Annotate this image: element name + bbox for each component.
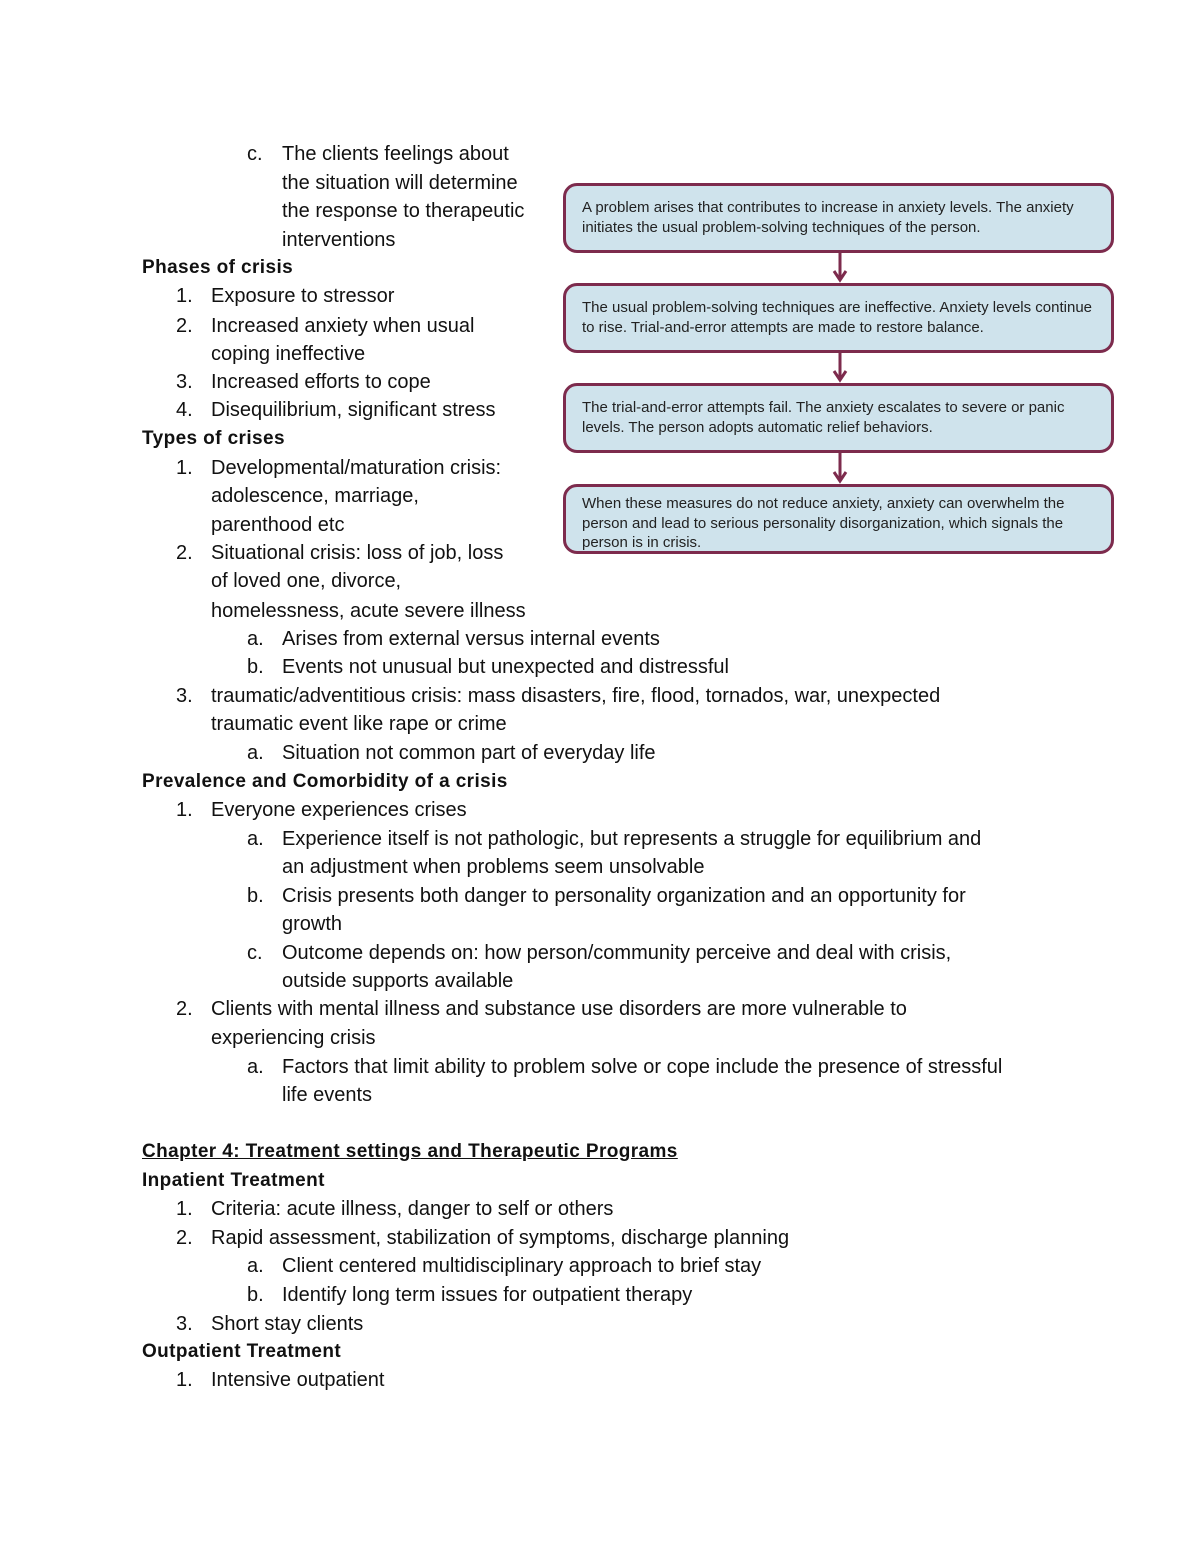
- list-item-text: Client centered multidisciplinary approach to brief stay: [282, 1255, 762, 1277]
- section-heading-outpatient: Outpatient Treatment: [142, 1341, 342, 1362]
- section-heading-phases: Phases of crisis: [142, 257, 294, 278]
- flowchart-step-3: The trial-and-error attempts fail. The anxiety escalates to severe or panic levels. The person adopts automatic relief behaviors.: [563, 383, 1114, 453]
- list-item-text: Arises from external versus internal events: [282, 628, 660, 650]
- list-marker: c.: [247, 942, 263, 964]
- list-item-text: experiencing crisis: [211, 1027, 376, 1049]
- list-marker: 1.: [176, 1198, 193, 1220]
- list-marker: a.: [247, 1255, 264, 1277]
- down-arrow-icon: [832, 453, 848, 484]
- list-item-text: coping ineffective: [211, 343, 366, 365]
- list-item-text: an adjustment when problems seem unsolvable: [282, 856, 705, 878]
- list-item-text: Clients with mental illness and substance use disorders are more vulnerable to: [211, 998, 907, 1020]
- list-item-text: Identify long term issues for outpatient therapy: [282, 1284, 693, 1306]
- list-item-text: Short stay clients: [211, 1313, 364, 1335]
- list-item-text: traumatic event like rape or crime: [211, 713, 507, 735]
- section-heading-types: Types of crises: [142, 428, 285, 449]
- list-marker: 3.: [176, 1313, 193, 1335]
- list-item-text: homelessness, acute severe illness: [211, 600, 526, 622]
- list-item-text: outside supports available: [282, 970, 514, 992]
- list-item-text: Factors that limit ability to problem solve or cope include the presence of stressful: [282, 1056, 1003, 1078]
- flowchart-step-2: The usual problem-solving techniques are ineffective. Anxiety levels continue to rise. Trial-and-error attempts are made to restore balance.: [563, 283, 1114, 353]
- list-item-text: interventions: [282, 229, 396, 251]
- list-item-text: Events not unusual but unexpected and distressful: [282, 656, 729, 678]
- list-item-text: traumatic/adventitious crisis: mass disasters, fire, flood, tornados, war, unexpected: [211, 685, 941, 707]
- list-item-text: growth: [282, 913, 343, 935]
- list-marker: 3.: [176, 371, 193, 393]
- chapter-heading: Chapter 4: Treatment settings and Therapeutic Programs: [142, 1141, 678, 1162]
- list-item-text: The clients feelings about: [282, 143, 509, 165]
- list-item-text: parenthood etc: [211, 514, 345, 536]
- down-arrow-icon: [832, 253, 848, 283]
- flowchart-step-1: A problem arises that contributes to increase in anxiety levels. The anxiety initiates the usual problem-solving techniques of the person.: [563, 183, 1114, 253]
- list-item-text: Intensive outpatient: [211, 1369, 385, 1391]
- down-arrow-icon: [832, 353, 848, 383]
- list-item-text: the response to therapeutic: [282, 200, 525, 222]
- list-marker: 2.: [176, 998, 193, 1020]
- list-marker: 1.: [176, 799, 193, 821]
- list-item-text: adolescence, marriage,: [211, 485, 419, 507]
- section-heading-prevalence: Prevalence and Comorbidity of a crisis: [142, 771, 508, 792]
- list-item-text: Developmental/maturation crisis:: [211, 457, 502, 479]
- list-item-text: Situation not common part of everyday life: [282, 742, 656, 764]
- list-marker: 3.: [176, 685, 193, 707]
- list-item-text: Situational crisis: loss of job, loss: [211, 542, 504, 564]
- list-marker: c.: [247, 143, 263, 165]
- list-item-text: life events: [282, 1084, 373, 1106]
- flowchart-step-4: When these measures do not reduce anxiety, anxiety can overwhelm the person and lead to serious personality disorganization, which signals the person is in crisis.: [563, 484, 1114, 554]
- list-item-text: Outcome depends on: how person/community perceive and deal with crisis,: [282, 942, 952, 964]
- list-marker: b.: [247, 1284, 264, 1306]
- list-item-text: the situation will determine: [282, 172, 518, 194]
- list-marker: 1.: [176, 457, 193, 479]
- list-marker: 2.: [176, 542, 193, 564]
- list-item-text: Crisis presents both danger to personality organization and an opportunity for: [282, 885, 966, 907]
- list-marker: a.: [247, 628, 264, 650]
- list-item-text: Increased efforts to cope: [211, 371, 431, 393]
- list-marker: 4.: [176, 399, 193, 421]
- list-marker: 1.: [176, 1369, 193, 1391]
- list-marker: b.: [247, 656, 264, 678]
- list-marker: a.: [247, 828, 264, 850]
- list-item-text: Everyone experiences crises: [211, 799, 467, 821]
- list-marker: a.: [247, 1056, 264, 1078]
- list-marker: a.: [247, 742, 264, 764]
- list-item-text: Rapid assessment, stabilization of symptoms, discharge planning: [211, 1227, 790, 1249]
- list-item-text: Increased anxiety when usual: [211, 315, 475, 337]
- list-item-text: of loved one, divorce,: [211, 570, 402, 592]
- list-marker: 2.: [176, 1227, 193, 1249]
- list-marker: b.: [247, 885, 264, 907]
- list-item-text: Exposure to stressor: [211, 285, 395, 307]
- list-item-text: Criteria: acute illness, danger to self or others: [211, 1198, 614, 1220]
- list-marker: 1.: [176, 285, 193, 307]
- section-heading-inpatient: Inpatient Treatment: [142, 1170, 325, 1191]
- list-item-text: Disequilibrium, significant stress: [211, 399, 496, 421]
- list-marker: 2.: [176, 315, 193, 337]
- list-item-text: Experience itself is not pathologic, but represents a struggle for equilibrium and: [282, 828, 982, 850]
